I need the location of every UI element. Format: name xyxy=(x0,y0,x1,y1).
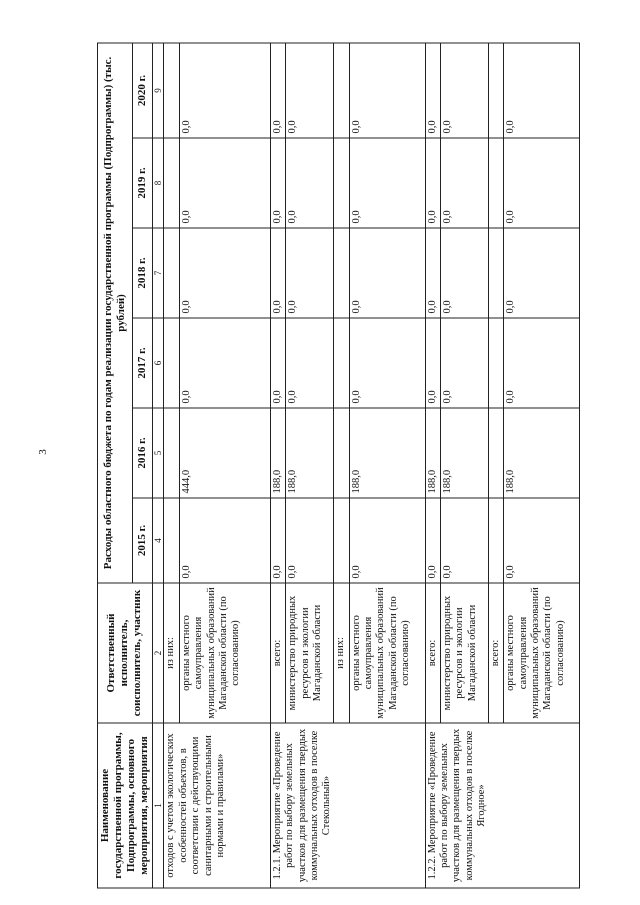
value-cell: 0,0 xyxy=(270,318,285,408)
value-cell: 0,0 xyxy=(286,498,334,583)
header-expenses: Расходы областного бюджета по годам реализации государственной программы (Подпрограммы) (тыс. рублей) xyxy=(98,43,133,583)
value-cell: 444,0 xyxy=(179,408,270,498)
value-cell: 0,0 xyxy=(425,138,440,228)
vsego-label: всего: xyxy=(270,583,285,723)
year-header: 2018 г. xyxy=(132,228,152,318)
row-name: 1.2.1. Мероприятие «Проведение работ по выбору земельных участков для размещения твердых коммунальных отходов в поселке Стекольный» xyxy=(270,723,425,888)
col-number: 5 xyxy=(152,408,164,498)
iz-nih-label: из них: xyxy=(334,583,349,723)
value-cell: 0,0 xyxy=(425,318,440,408)
org-label: органы местного самоуправления муниципальных образований Магаданской области (по согласованию) xyxy=(349,583,425,723)
row-name: отходов с учетом экологических особенностей объектов, в соответствии с действующими санитарными и строительными нормами и правилами» xyxy=(164,723,270,888)
value-cell: 0,0 xyxy=(286,228,334,318)
row-name: 1.2.2. Мероприятие «Проведение работ по выбору земельных участков для размещения твердых коммунальных отходов в поселке Ягодное» xyxy=(425,723,580,888)
value-cell: 0,0 xyxy=(179,138,270,228)
value-cell: 188,0 xyxy=(349,408,425,498)
value-cell: 0,0 xyxy=(270,138,285,228)
value-cell: 0,0 xyxy=(270,498,285,583)
ministry-label: министерство природных ресурсов и экологии Магаданской области xyxy=(440,583,488,723)
ministry-label: министерство природных ресурсов и экологии Магаданской области xyxy=(286,583,334,723)
vsego-label: всего: xyxy=(425,583,440,723)
col-number: 1 xyxy=(152,723,164,888)
value-cell: 0,0 xyxy=(270,43,285,138)
value-cell: 0,0 xyxy=(440,318,488,408)
value-cell: 0,0 xyxy=(504,138,580,228)
value-cell: 0,0 xyxy=(440,43,488,138)
org-label: органы местного самоуправления муниципальных образований Магаданской области (по согласованию) xyxy=(504,583,580,723)
value-cell: 0,0 xyxy=(504,228,580,318)
value-cell: 0,0 xyxy=(349,138,425,228)
org-label: органы местного самоуправления муниципальных образований Магаданской области (по согласованию) xyxy=(179,583,270,723)
col-number: 4 xyxy=(152,498,164,583)
value-cell: 0,0 xyxy=(440,498,488,583)
col-number: 2 xyxy=(152,583,164,723)
value-cell: 188,0 xyxy=(270,408,285,498)
value-cell: 0,0 xyxy=(349,228,425,318)
year-header: 2017 г. xyxy=(132,318,152,408)
value-cell: 188,0 xyxy=(286,408,334,498)
iz-nih-label: из них: xyxy=(164,583,179,723)
col-number: 9 xyxy=(152,43,164,138)
budget-table xyxy=(97,42,580,888)
col-number: 8 xyxy=(152,138,164,228)
col-number: 7 xyxy=(152,228,164,318)
value-cell: 188,0 xyxy=(440,408,488,498)
col-number: 6 xyxy=(152,318,164,408)
value-cell: 0,0 xyxy=(179,318,270,408)
value-cell: 0,0 xyxy=(286,43,334,138)
value-cell: 0,0 xyxy=(179,228,270,318)
value-cell: 0,0 xyxy=(270,228,285,318)
value-cell: 0,0 xyxy=(440,138,488,228)
header-name: Наименование государственной программы, Подпрограммы, основного мероприятия, мероприятия xyxy=(98,723,153,888)
value-cell: 0,0 xyxy=(286,318,334,408)
year-header: 2020 г. xyxy=(132,43,152,138)
value-cell: 0,0 xyxy=(504,318,580,408)
value-cell: 0,0 xyxy=(349,43,425,138)
value-cell: 188,0 xyxy=(425,408,440,498)
header-responsible: Ответственный исполнитель, соисполнитель, участник xyxy=(98,583,153,723)
value-cell: 0,0 xyxy=(425,43,440,138)
value-cell: 0,0 xyxy=(504,43,580,138)
year-header: 2019 г. xyxy=(132,138,152,228)
rotated-table-wrapper xyxy=(97,44,585,889)
value-cell: 0,0 xyxy=(179,43,270,138)
value-cell: 0,0 xyxy=(504,498,580,583)
value-cell: 188,0 xyxy=(504,408,580,498)
value-cell: 0,0 xyxy=(440,228,488,318)
value-cell: 0,0 xyxy=(179,498,270,583)
page-number: 3 xyxy=(37,449,49,455)
year-header: 2015 г. xyxy=(132,498,152,583)
value-cell: 0,0 xyxy=(425,228,440,318)
year-header: 2016 г. xyxy=(132,408,152,498)
value-cell: 0,0 xyxy=(425,498,440,583)
value-cell: 0,0 xyxy=(349,498,425,583)
vsego-label: всего: xyxy=(488,583,503,723)
value-cell: 0,0 xyxy=(286,138,334,228)
value-cell: 0,0 xyxy=(349,318,425,408)
